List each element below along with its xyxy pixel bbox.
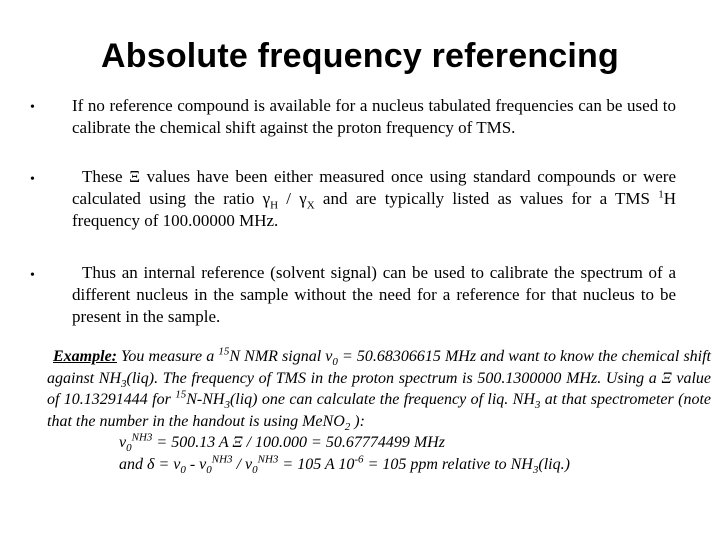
subscript: 3 [534,399,541,412]
superscript: 15 [175,388,187,401]
bullet-dot: • [30,172,35,187]
text-run: / ν [232,455,253,473]
text-run: = 500.13 A Ξ / 100.000 = 50.67774499 MHz [152,434,445,451]
subscript: X [306,199,315,212]
superscript: -6 [354,453,364,466]
subscript: 3 [532,463,539,476]
text-run: (liq) one can calculate the frequency of liq. NH [229,391,535,408]
subscript: 3 [121,377,127,390]
subscript: 3 [224,399,230,412]
subscript: 0 [332,356,338,369]
subscript: 0 [180,463,186,476]
equation-line-2 [47,454,711,476]
superscript: 1 [658,188,664,201]
text-run: These Ξ values have been either measured once using standard compounds or were calculated using the ratio γ [72,167,676,208]
text-run: = 50.68306615 MHz and want to know the chemical shift against NH [47,348,712,387]
text-run: (liq). The frequency of TMS in the proton spectrum is 500.1300000 MHz. Using a Ξ value of 10.13291444 for [47,369,712,408]
superscript: NH3 [131,431,153,444]
bullet-2-text [72,167,676,230]
text-run: H frequency of 100.00000 MHz. [72,189,676,230]
bullet-3-text: Thus an internal reference (solvent signal) can be used to calibrate the spectrum of a different nucleus in the sample without the need for a reference for that nucleus to be present in the sample. [72,263,676,326]
text-run: - ν [185,455,207,473]
bullet-dot: • [30,100,35,115]
text-run: / γ [278,189,307,208]
subscript: 0 [126,442,132,455]
text-run: ): [350,412,365,430]
example-label: Example: [53,348,117,365]
superscript: NH3 [257,453,279,466]
bullet-dot: • [30,268,35,283]
bullet-item-1 [72,95,676,139]
text-run: ν [119,434,127,451]
text-run: You measure a [121,348,219,365]
example-block [47,346,711,475]
superscript: 15 [218,345,230,358]
superscript: NH3 [211,453,233,466]
slide-title: Absolute frequency referencing [100,37,619,75]
text-run: and are typically listed as values for a TMS [314,189,659,208]
subscript: H [270,199,279,212]
text-run: N NMR signal ν [229,348,333,365]
equation-line-1 [47,432,711,454]
bullet-1-text: If no reference compound is available for a nucleus tabulated frequencies can be used to calibrate the chemical shift against the proton frequency of TMS. [72,96,676,137]
subscript: 2 [344,420,351,433]
bullet-item-3 [72,262,676,328]
subscript: 0 [252,463,258,476]
text-run: and δ = ν [119,455,181,473]
text-run: N-NH [186,391,225,408]
text-run: at that spectrometer (note that the number in the handout is using MeNO [47,391,711,430]
subscript: 0 [206,463,212,476]
bullet-item-2 [72,166,676,232]
text-run: (liq.) [538,455,570,473]
text-run: = 105 A 10 [278,455,355,473]
text-run: = 105 ppm relative to NH [363,455,533,473]
